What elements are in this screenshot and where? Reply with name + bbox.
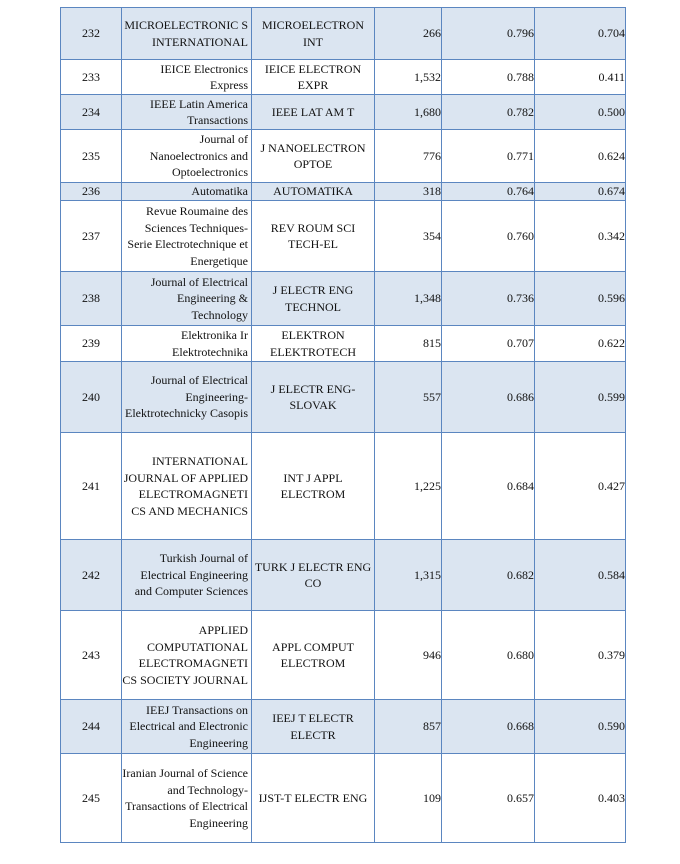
table-row xyxy=(61,183,626,201)
abbreviation-cell: IJST-T ELECTR ENG xyxy=(252,754,375,843)
journal-title-cell: Turkish Journal of Electrical Engineering and Computer Sciences xyxy=(122,540,252,611)
rank-cell: 237 xyxy=(61,201,122,272)
journal-title-cell: Iranian Journal of Science and Technology-Transactions of Electrical Engineering xyxy=(122,754,252,843)
table-row xyxy=(61,95,626,130)
citations-cell: 1,680 xyxy=(375,95,442,130)
abbreviation-cell: MICROELECTRON INT xyxy=(252,8,375,60)
journal-title-cell: INTERNATIONAL JOURNAL OF APPLIED ELECTROMAGNETI CS AND MECHANICS xyxy=(122,433,252,540)
value-1-cell: 0.796 xyxy=(442,8,535,60)
value-2-cell: 0.704 xyxy=(535,8,626,60)
journal-title-cell: Revue Roumaine des Sciences Techniques-Serie Electrotechnique et Energetique xyxy=(122,201,252,272)
value-1-cell: 0.657 xyxy=(442,754,535,843)
rank-cell: 242 xyxy=(61,540,122,611)
abbreviation-cell: J NANOELECTRON OPTOE xyxy=(252,130,375,183)
value-1-cell: 0.788 xyxy=(442,60,535,95)
rank-cell: 235 xyxy=(61,130,122,183)
value-1-cell: 0.682 xyxy=(442,540,535,611)
value-2-cell: 0.596 xyxy=(535,272,626,326)
journal-title-cell: IEEE Latin America Transactions xyxy=(122,95,252,130)
abbreviation-cell: J ELECTR ENG-SLOVAK xyxy=(252,362,375,433)
abbreviation-cell: ELEKTRON ELEKTROTECH xyxy=(252,326,375,362)
rank-cell: 243 xyxy=(61,611,122,700)
value-2-cell: 0.590 xyxy=(535,700,626,754)
citations-cell: 776 xyxy=(375,130,442,183)
value-2-cell: 0.379 xyxy=(535,611,626,700)
table-row xyxy=(61,326,626,362)
citations-cell: 1,315 xyxy=(375,540,442,611)
abbreviation-cell: APPL COMPUT ELECTROM xyxy=(252,611,375,700)
rank-cell: 245 xyxy=(61,754,122,843)
journal-title-cell: Journal of Electrical Engineering & Technology xyxy=(122,272,252,326)
rank-cell: 234 xyxy=(61,95,122,130)
citations-cell: 857 xyxy=(375,700,442,754)
abbreviation-cell: J ELECTR ENG TECHNOL xyxy=(252,272,375,326)
value-2-cell: 0.584 xyxy=(535,540,626,611)
rank-cell: 236 xyxy=(61,183,122,201)
table-row xyxy=(61,362,626,433)
table-row xyxy=(61,60,626,95)
rank-cell: 244 xyxy=(61,700,122,754)
value-2-cell: 0.622 xyxy=(535,326,626,362)
citations-cell: 1,225 xyxy=(375,433,442,540)
citations-cell: 815 xyxy=(375,326,442,362)
journal-title-cell: Journal of Nanoelectronics and Optoelectronics xyxy=(122,130,252,183)
abbreviation-cell: INT J APPL ELECTROM xyxy=(252,433,375,540)
citations-cell: 266 xyxy=(375,8,442,60)
rank-cell: 239 xyxy=(61,326,122,362)
value-1-cell: 0.760 xyxy=(442,201,535,272)
value-2-cell: 0.411 xyxy=(535,60,626,95)
table-row xyxy=(61,201,626,272)
value-2-cell: 0.403 xyxy=(535,754,626,843)
value-1-cell: 0.782 xyxy=(442,95,535,130)
journal-table xyxy=(60,7,626,843)
table-row xyxy=(61,433,626,540)
abbreviation-cell: TURK J ELECTR ENG CO xyxy=(252,540,375,611)
value-1-cell: 0.684 xyxy=(442,433,535,540)
value-2-cell: 0.342 xyxy=(535,201,626,272)
rank-cell: 240 xyxy=(61,362,122,433)
value-2-cell: 0.624 xyxy=(535,130,626,183)
journal-title-cell: APPLIED COMPUTATIONAL ELECTROMAGNETI CS SOCIETY JOURNAL xyxy=(122,611,252,700)
value-2-cell: 0.599 xyxy=(535,362,626,433)
citations-cell: 1,532 xyxy=(375,60,442,95)
citations-cell: 1,348 xyxy=(375,272,442,326)
value-2-cell: 0.427 xyxy=(535,433,626,540)
table-row xyxy=(61,540,626,611)
value-2-cell: 0.674 xyxy=(535,183,626,201)
abbreviation-cell: IEEJ T ELECTR ELECTR xyxy=(252,700,375,754)
journal-title-cell: Automatika xyxy=(122,183,252,201)
rank-cell: 238 xyxy=(61,272,122,326)
journal-title-cell: IEICE Electronics Express xyxy=(122,60,252,95)
value-2-cell: 0.500 xyxy=(535,95,626,130)
value-1-cell: 0.736 xyxy=(442,272,535,326)
value-1-cell: 0.686 xyxy=(442,362,535,433)
table-row xyxy=(61,130,626,183)
value-1-cell: 0.707 xyxy=(442,326,535,362)
value-1-cell: 0.680 xyxy=(442,611,535,700)
journal-title-cell: MICROELECTRONIC S INTERNATIONAL xyxy=(122,8,252,60)
citations-cell: 354 xyxy=(375,201,442,272)
abbreviation-cell: AUTOMATIKA xyxy=(252,183,375,201)
abbreviation-cell: IEEE LAT AM T xyxy=(252,95,375,130)
table-row xyxy=(61,8,626,60)
rank-cell: 232 xyxy=(61,8,122,60)
citations-cell: 318 xyxy=(375,183,442,201)
citations-cell: 946 xyxy=(375,611,442,700)
journal-title-cell: Elektronika Ir Elektrotechnika xyxy=(122,326,252,362)
abbreviation-cell: REV ROUM SCI TECH-EL xyxy=(252,201,375,272)
table-row xyxy=(61,700,626,754)
citations-cell: 109 xyxy=(375,754,442,843)
journal-title-cell: Journal of Electrical Engineering-Elektrotechnicky Casopis xyxy=(122,362,252,433)
rank-cell: 241 xyxy=(61,433,122,540)
table-row xyxy=(61,611,626,700)
rank-cell: 233 xyxy=(61,60,122,95)
value-1-cell: 0.668 xyxy=(442,700,535,754)
table-row xyxy=(61,272,626,326)
table-row xyxy=(61,754,626,843)
citations-cell: 557 xyxy=(375,362,442,433)
value-1-cell: 0.764 xyxy=(442,183,535,201)
value-1-cell: 0.771 xyxy=(442,130,535,183)
journal-title-cell: IEEJ Transactions on Electrical and Electronic Engineering xyxy=(122,700,252,754)
abbreviation-cell: IEICE ELECTRON EXPR xyxy=(252,60,375,95)
